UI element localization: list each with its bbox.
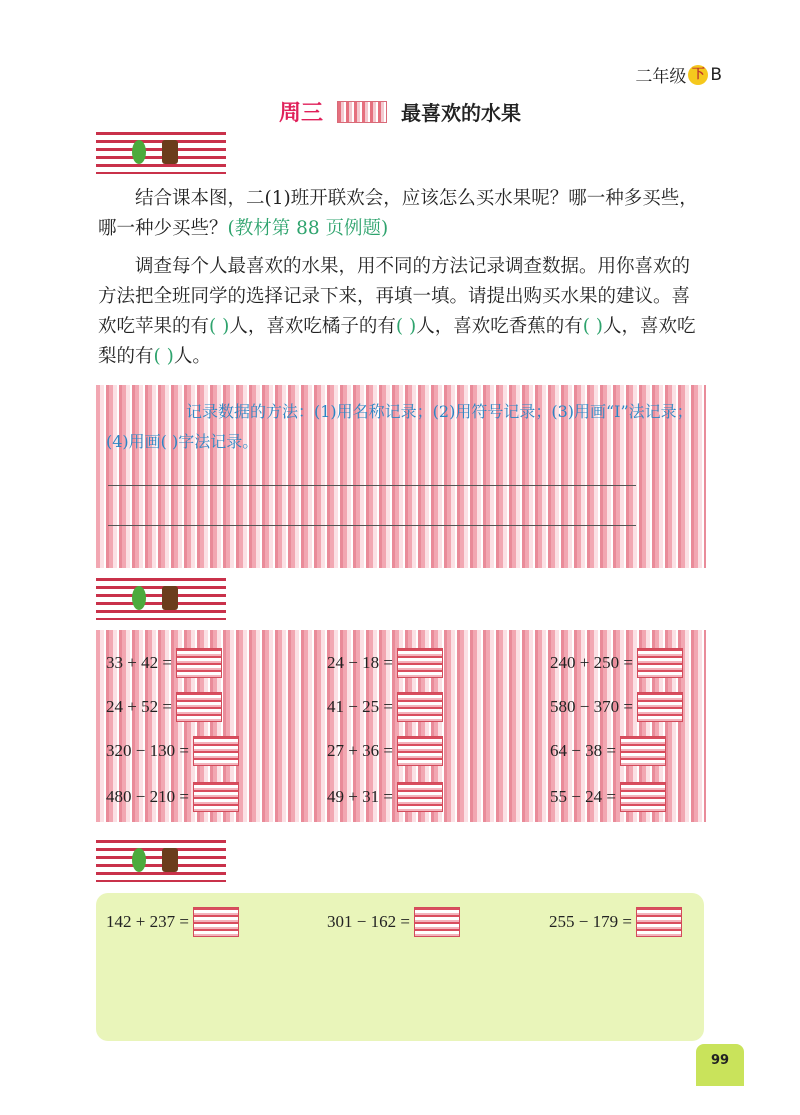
- calc-item: [106, 692, 222, 722]
- task-text-1: 调查每个人最喜欢的水果，用不同的方法记录调查数据。用你喜欢的方法把全班同学的选择记录下来，再填一填。请提出购买水果的建议。喜欢吃苹果的有: [98, 256, 691, 337]
- calc-expression: 301 − 162 =: [327, 912, 410, 931]
- calc-expression: 320 − 130 =: [106, 741, 189, 760]
- answer-box[interactable]: [176, 692, 222, 722]
- calc-expression: 41 − 25 =: [327, 697, 393, 716]
- calc-expression: 64 − 38 =: [550, 741, 616, 760]
- apple-blank[interactable]: ( ): [209, 316, 230, 337]
- answer-line-2[interactable]: [108, 525, 636, 526]
- calc-item: [550, 648, 683, 678]
- calc-item: [327, 692, 443, 722]
- answer-box[interactable]: [620, 736, 666, 766]
- intro-text: 结合课本图，二(1)班开联欢会，应该怎么买水果呢？哪一种多买些，哪一种少买些？: [98, 188, 698, 239]
- task-text-3: 人，喜欢吃香蕉的有: [416, 316, 583, 337]
- calc-item: [106, 736, 239, 766]
- calc-expression: 255 − 179 =: [549, 912, 632, 931]
- answer-box[interactable]: [397, 692, 443, 722]
- task-text-5: 人。: [173, 346, 211, 367]
- calc-item: [106, 648, 222, 678]
- intro-paragraph: [98, 184, 704, 244]
- calc-item: [106, 782, 239, 812]
- calc-expression: 24 + 52 =: [106, 697, 172, 716]
- oral-calc-panel: [96, 630, 706, 822]
- calc-expression: 49 + 31 =: [327, 787, 393, 806]
- calc-item: [550, 782, 666, 812]
- page-title: [0, 96, 800, 127]
- task-paragraph: [98, 252, 704, 372]
- textbook-reference: (教材第 88 页例题): [227, 218, 389, 239]
- answer-box[interactable]: [636, 907, 682, 937]
- answer-box[interactable]: [193, 736, 239, 766]
- calc-item: [327, 648, 443, 678]
- task-text-2: 人，喜欢吃橘子的有: [229, 316, 396, 337]
- answer-box[interactable]: [637, 648, 683, 678]
- grade-label: [635, 62, 722, 87]
- answer-box[interactable]: [397, 736, 443, 766]
- grade-prefix: 二年级: [635, 67, 687, 87]
- calc-expression: 27 + 36 =: [327, 741, 393, 760]
- section-tag-icon: [96, 132, 226, 174]
- answer-box[interactable]: [193, 907, 239, 937]
- answer-box[interactable]: [414, 907, 460, 937]
- calc-item: [327, 782, 443, 812]
- calc-expression: 55 − 24 =: [550, 787, 616, 806]
- pencil-icon: [162, 848, 178, 872]
- calc-expression: 33 + 42 =: [106, 653, 172, 672]
- written-calc-panel: [96, 893, 704, 1041]
- pencil-icon: [162, 586, 178, 610]
- section-tag-icon: [96, 840, 226, 882]
- title-decoration: [337, 101, 387, 123]
- answer-box[interactable]: [397, 648, 443, 678]
- calc-item: [327, 907, 460, 937]
- answer-line-1[interactable]: [108, 485, 636, 486]
- calc-item: [327, 736, 443, 766]
- pear-blank[interactable]: ( ): [153, 346, 174, 367]
- calc-item: [106, 907, 239, 937]
- grade-circle: 下: [688, 65, 708, 85]
- leaf-icon: [132, 586, 146, 610]
- calc-item: [550, 736, 666, 766]
- leaf-icon: [132, 848, 146, 872]
- banana-blank[interactable]: ( ): [582, 316, 604, 337]
- answer-box[interactable]: [176, 648, 222, 678]
- title-day: 周三: [278, 101, 323, 126]
- section-tag-icon: [96, 578, 226, 620]
- recording-methods-panel: [96, 385, 706, 568]
- calc-item: [550, 692, 683, 722]
- calc-expression: 240 + 250 =: [550, 653, 633, 672]
- pencil-icon: [162, 140, 178, 164]
- answer-box[interactable]: [637, 692, 683, 722]
- recording-hint: 记录数据的方法：(1)用名称记录；(2)用符号记录；(3)用画“Ⅰ”法记录；(4)用画( )字法记录。: [106, 402, 693, 451]
- calc-expression: 142 + 237 =: [106, 912, 189, 931]
- calc-expression: 24 − 18 =: [327, 653, 393, 672]
- leaf-icon: [132, 140, 146, 164]
- orange-blank[interactable]: ( ): [395, 316, 417, 337]
- answer-box[interactable]: [193, 782, 239, 812]
- title-topic: 最喜欢的水果: [401, 101, 521, 125]
- calc-item: [549, 907, 682, 937]
- grade-suffix: B: [710, 64, 722, 85]
- answer-box[interactable]: [397, 782, 443, 812]
- answer-box[interactable]: [620, 782, 666, 812]
- page-number: 99: [696, 1044, 744, 1086]
- calc-expression: 480 − 210 =: [106, 787, 189, 806]
- task-text-4: 人，喜欢吃梨的有: [98, 316, 696, 367]
- calc-expression: 580 − 370 =: [550, 697, 633, 716]
